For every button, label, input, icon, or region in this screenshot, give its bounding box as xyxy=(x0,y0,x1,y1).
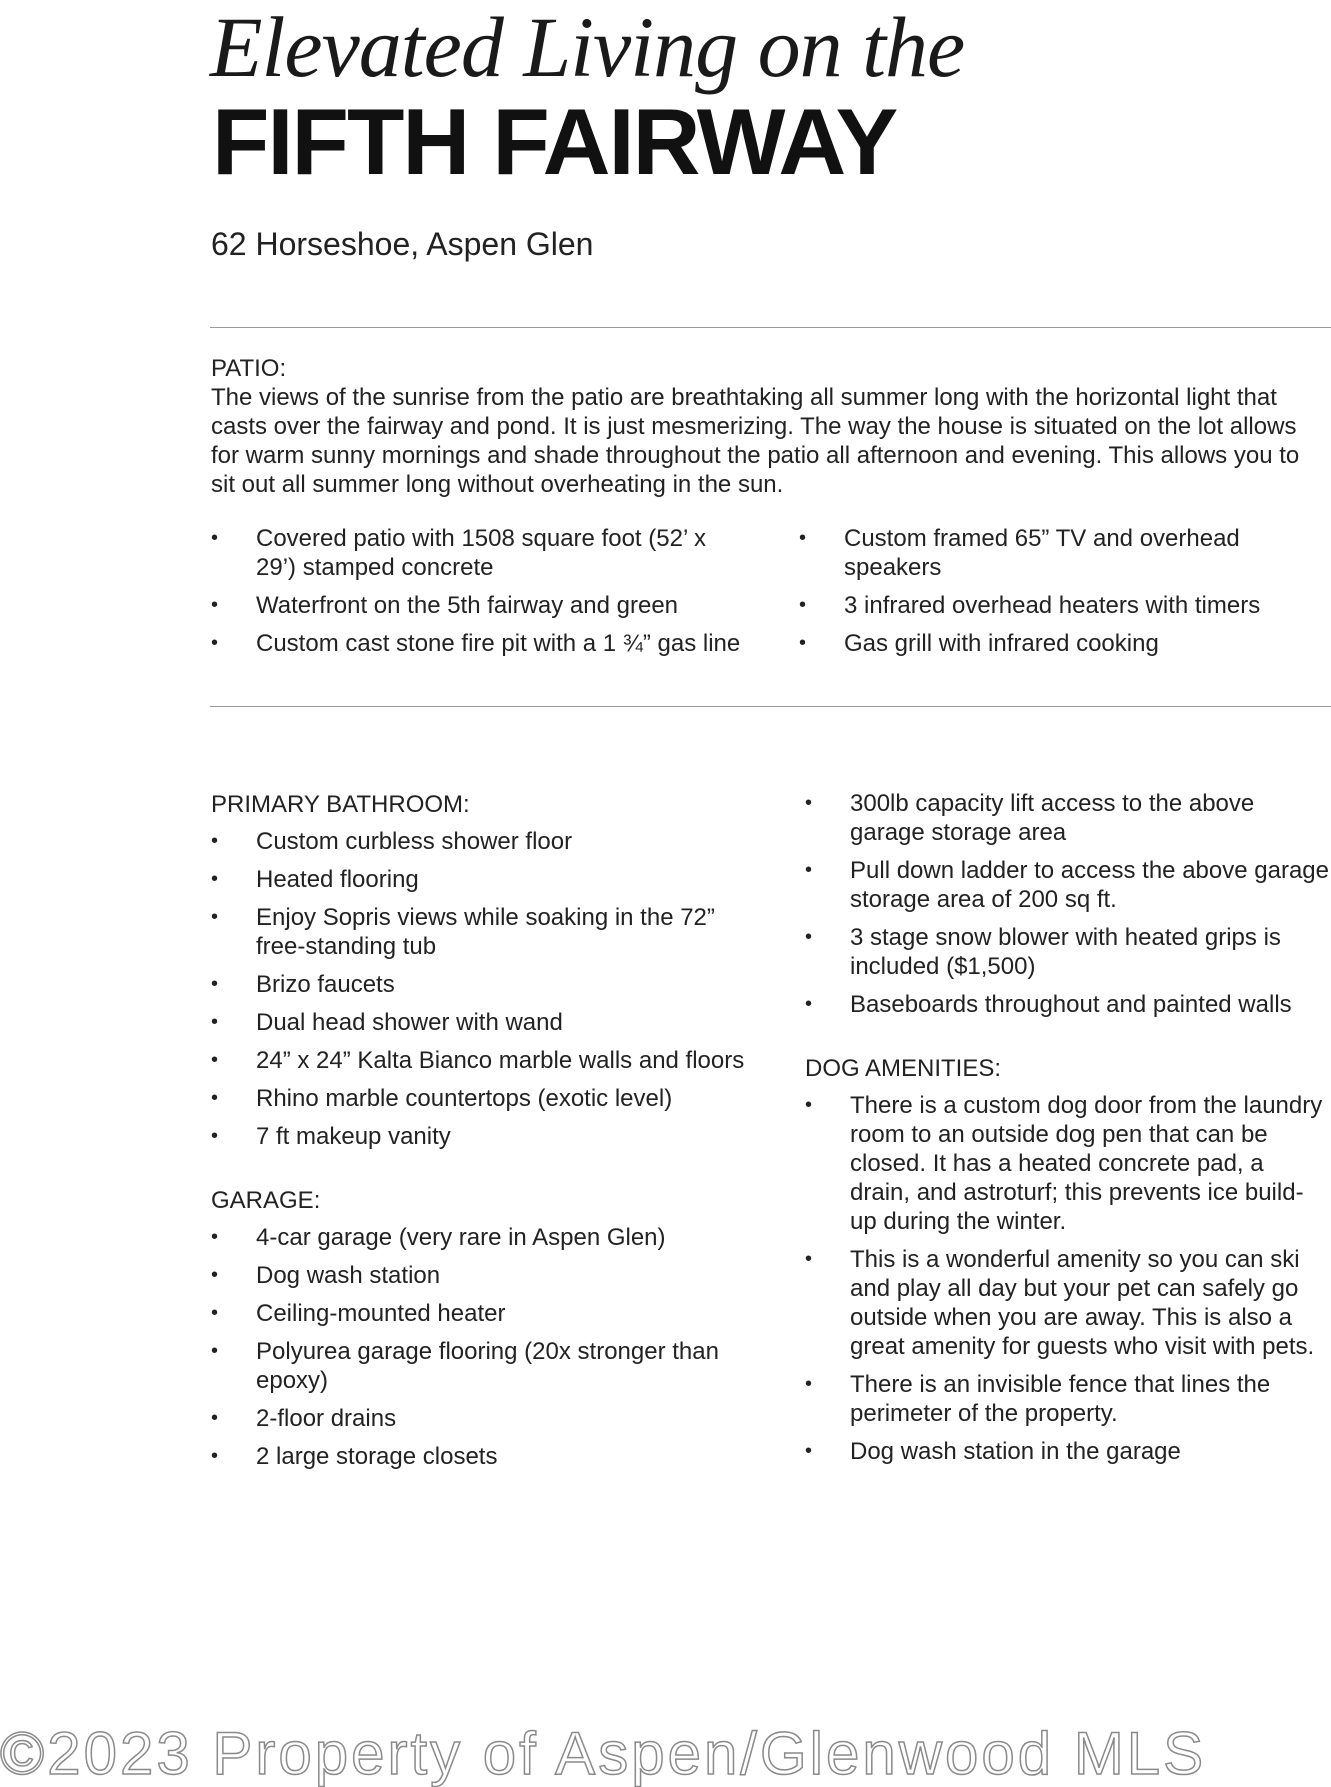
list-item: • Covered patio with 1508 square foot (52’ x 29’) stamped concrete xyxy=(211,524,751,582)
garage-heading: GARAGE: xyxy=(211,1187,321,1214)
divider-middle xyxy=(210,706,1331,707)
list-item: • Pull down ladder to access the above garage storage area of 200 sq ft. xyxy=(805,856,1330,914)
dog-amenities-heading: DOG AMENITIES: xyxy=(805,1055,1002,1082)
list-item: • Baseboards throughout and painted walls xyxy=(805,990,1330,1019)
list-item: • Dog wash station in the garage xyxy=(805,1437,1330,1466)
right-column xyxy=(805,789,1330,1475)
list-item: • Dual head shower with wand xyxy=(211,1008,751,1037)
list-item: • Dog wash station xyxy=(211,1261,751,1290)
patio-paragraph: The views of the sunrise from the patio are breathtaking all summer long with the horizontal light that casts over the fairway and pond. It is just mesmerizing. The way the house is situated on the lot allows for warm sunny mornings and shade throughout the patio all afternoon and evening. This allows you to sit out all summer long without overheating in the sun. xyxy=(211,384,1300,498)
list-item: • Polyurea garage flooring (20x stronger than epoxy) xyxy=(211,1337,751,1395)
list-item: • There is a custom dog door from the laundry room to an outside dog pen that can be closed. It has a heated concrete pad, a drain, and astroturf; this prevents ice build-up during the winter. xyxy=(805,1091,1330,1236)
title-bold: FIFTH FAIRWAY xyxy=(212,89,897,194)
list-item: • Enjoy Sopris views while soaking in the 72” free-standing tub xyxy=(211,903,751,961)
bathroom-heading: PRIMARY BATHROOM: xyxy=(211,791,470,818)
list-item: • Gas grill with infrared cooking xyxy=(799,629,1319,658)
list-item: • 24” x 24” Kalta Bianco marble walls and floors xyxy=(211,1046,751,1075)
divider-top xyxy=(210,327,1331,328)
list-item: • Custom curbless shower floor xyxy=(211,827,751,856)
list-item: • This is a wonderful amenity so you can ski and play all day but your pet can safely go outside when you are away. This is also a great amenity for guests who visit with pets. xyxy=(805,1245,1330,1361)
list-item: • Custom framed 65” TV and overhead speakers xyxy=(799,524,1319,582)
list-item: • Waterfront on the 5th fairway and green xyxy=(211,591,751,620)
list-item: • Custom cast stone fire pit with a 1 ¾” gas line xyxy=(211,629,751,658)
list-item: • 2 large storage closets xyxy=(211,1442,751,1471)
list-item: • 3 stage snow blower with heated grips is included ($1,500) xyxy=(805,923,1330,981)
patio-heading: PATIO: xyxy=(211,355,287,382)
left-column xyxy=(211,790,751,1480)
list-item: • 4-car garage (very rare in Aspen Glen) xyxy=(211,1223,751,1252)
garage-list-continued xyxy=(805,789,1330,1019)
list-item: • 300lb capacity lift access to the above garage storage area xyxy=(805,789,1330,847)
dog-amenities-list xyxy=(805,1091,1330,1466)
garage-list xyxy=(211,1223,751,1471)
patio-list-right xyxy=(799,524,1319,667)
bathroom-list xyxy=(211,827,751,1151)
list-item: • Ceiling-mounted heater xyxy=(211,1299,751,1328)
list-item: • 3 infrared overhead heaters with timers xyxy=(799,591,1319,620)
list-item: • 2-floor drains xyxy=(211,1404,751,1433)
patio-section xyxy=(211,354,1321,499)
copyright-watermark: ©2023 Property of Aspen/Glenwood MLS xyxy=(0,1720,1207,1787)
list-item: • Heated flooring xyxy=(211,865,751,894)
list-item: • Brizo faucets xyxy=(211,970,751,999)
patio-list-left xyxy=(211,524,751,667)
title-script: Elevated Living on the xyxy=(210,0,965,95)
list-item: • 7 ft makeup vanity xyxy=(211,1122,751,1151)
list-item: • Rhino marble countertops (exotic level) xyxy=(211,1084,751,1113)
list-item: • There is an invisible fence that lines the perimeter of the property. xyxy=(805,1370,1330,1428)
property-address: 62 Horseshoe, Aspen Glen xyxy=(211,226,594,262)
